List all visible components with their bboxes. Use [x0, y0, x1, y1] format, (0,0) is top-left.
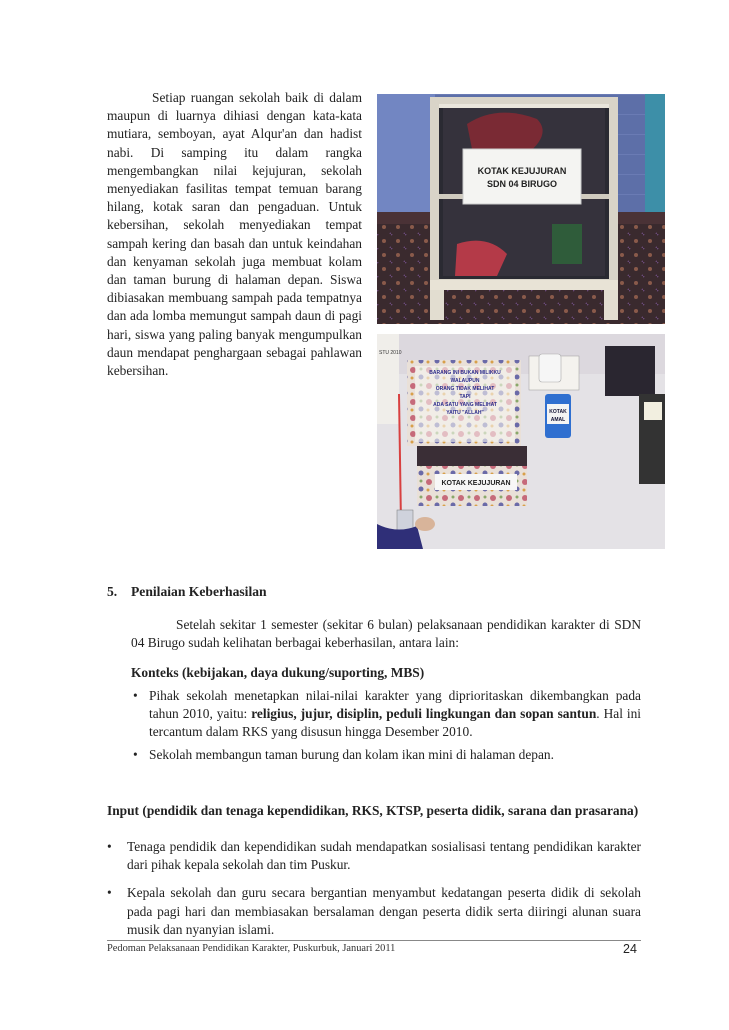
konteks-item-1	[131, 687, 641, 742]
footer-rule	[107, 940, 641, 941]
sign-line1: KOTAK KEJUJURAN	[477, 166, 567, 176]
lid-text5: ADA SATU YANG MELIHAT	[433, 402, 497, 408]
jar-label1: KOTAK	[549, 409, 567, 415]
konteks-heading: Konteks (kebijakan, daya dukung/suporting, MBS)	[131, 665, 425, 680]
konteks-item-1-text-c: . Hal ini tercantum dalam RKS yang disusun hingga Desember 2010.	[149, 706, 641, 740]
input-item-2	[107, 884, 641, 939]
input-item-1	[107, 838, 641, 874]
page-number: 24	[623, 942, 637, 956]
input-item-2-text: Kepala sekolah dan guru secara bergantian menyambut kedatangan peserta didik di sekolah pada pagi hari dan membiasakan bersalaman dengan peserta didik serta diiringi alunan suara musik dan nyanyian islami.	[127, 885, 641, 937]
box-label: KOTAK KEJUJURAN	[441, 480, 511, 487]
input-list	[107, 838, 641, 949]
konteks-list	[131, 687, 641, 768]
konteks-item-2-text: Sekolah membangun taman burung dan kolam ikan mini di halaman depan.	[149, 746, 554, 762]
section-intro: Setelah sekitar 1 semester (sekitar 6 bulan) pelaksanaan pendidikan karakter di SDN 04 Birugo sudah kelihatan berbagai keberhasilan, antara lain:	[131, 617, 641, 651]
lid-text3: ORANG TIDAK MELIHAT	[435, 386, 495, 392]
section-title-text: Penilaian Keberhasilan	[131, 584, 267, 599]
lid-text1: BARANG INI BUKAN MILIKKU	[429, 370, 501, 376]
section-title	[107, 584, 267, 600]
input-item-1-text: Tenaga pendidik dan kependidikan sudah mendapatkan sosialisasi tentang pendidikan karakter dari pihak kepala sekolah dan tim Puskur.	[127, 839, 641, 873]
lid-text6: YAITU "ALLAH"	[446, 410, 484, 416]
footer-text: Pedoman Pelaksanaan Pendidikan Karakter, Puskurbuk, Januari 2011	[107, 943, 396, 954]
konteks-item-1-bold: religius, jujur, disiplin, peduli lingkungan dan sopan santun	[251, 706, 597, 722]
input-heading: Input (pendidik dan tenaga kependidikan, RKS, KTSP, peserta didik, sarana dan prasarana)	[107, 803, 639, 818]
section-number: 5.	[107, 584, 118, 599]
konteks-item-2	[131, 746, 641, 764]
photo-wall-box	[377, 334, 665, 549]
lid-text2: WALAUPUN	[450, 378, 480, 384]
photo-honesty-box	[377, 94, 665, 324]
jar-label2: AMAL	[550, 417, 566, 423]
konteks-item-1-text-a: Pihak sekolah menetapkan nilai-nilai karakter yang diprioritaskan dikembangkan pada tahun 2010, yaitu:	[149, 688, 641, 722]
sign-line2: SDN 04 BIRUGO	[486, 179, 558, 189]
left-paragraph: Setiap ruangan sekolah baik di dalam maupun di luarnya dihiasi dengan kata-kata mutiara, semboyan, ayat Alqur'an dan hadist nabi. Di samping itu dalam rangka mengembangkan nilai kejujuran, sekolah menyediakan fasilitas tempat temuan barang hilang, kotak saran dan pengaduan. Untuk kebersihan, sekolah menyediakan tempat sampah kering dan basah dan untuk keindahan dan kenyaman sekolah juga membuat kolam dan taman burung di halaman depan. Siswa dibiasakan membuang sampah pada tempatnya dan ada lomba memungut sampah daun di pagi hari, siswa yang paling banyak mengumpulkan daun mendapat penghargaan sebagai pahlawan kebersihan.	[107, 90, 362, 379]
svg-text:STU 2010: STU 2010	[379, 350, 402, 356]
lid-text4: TAPI	[459, 394, 471, 400]
